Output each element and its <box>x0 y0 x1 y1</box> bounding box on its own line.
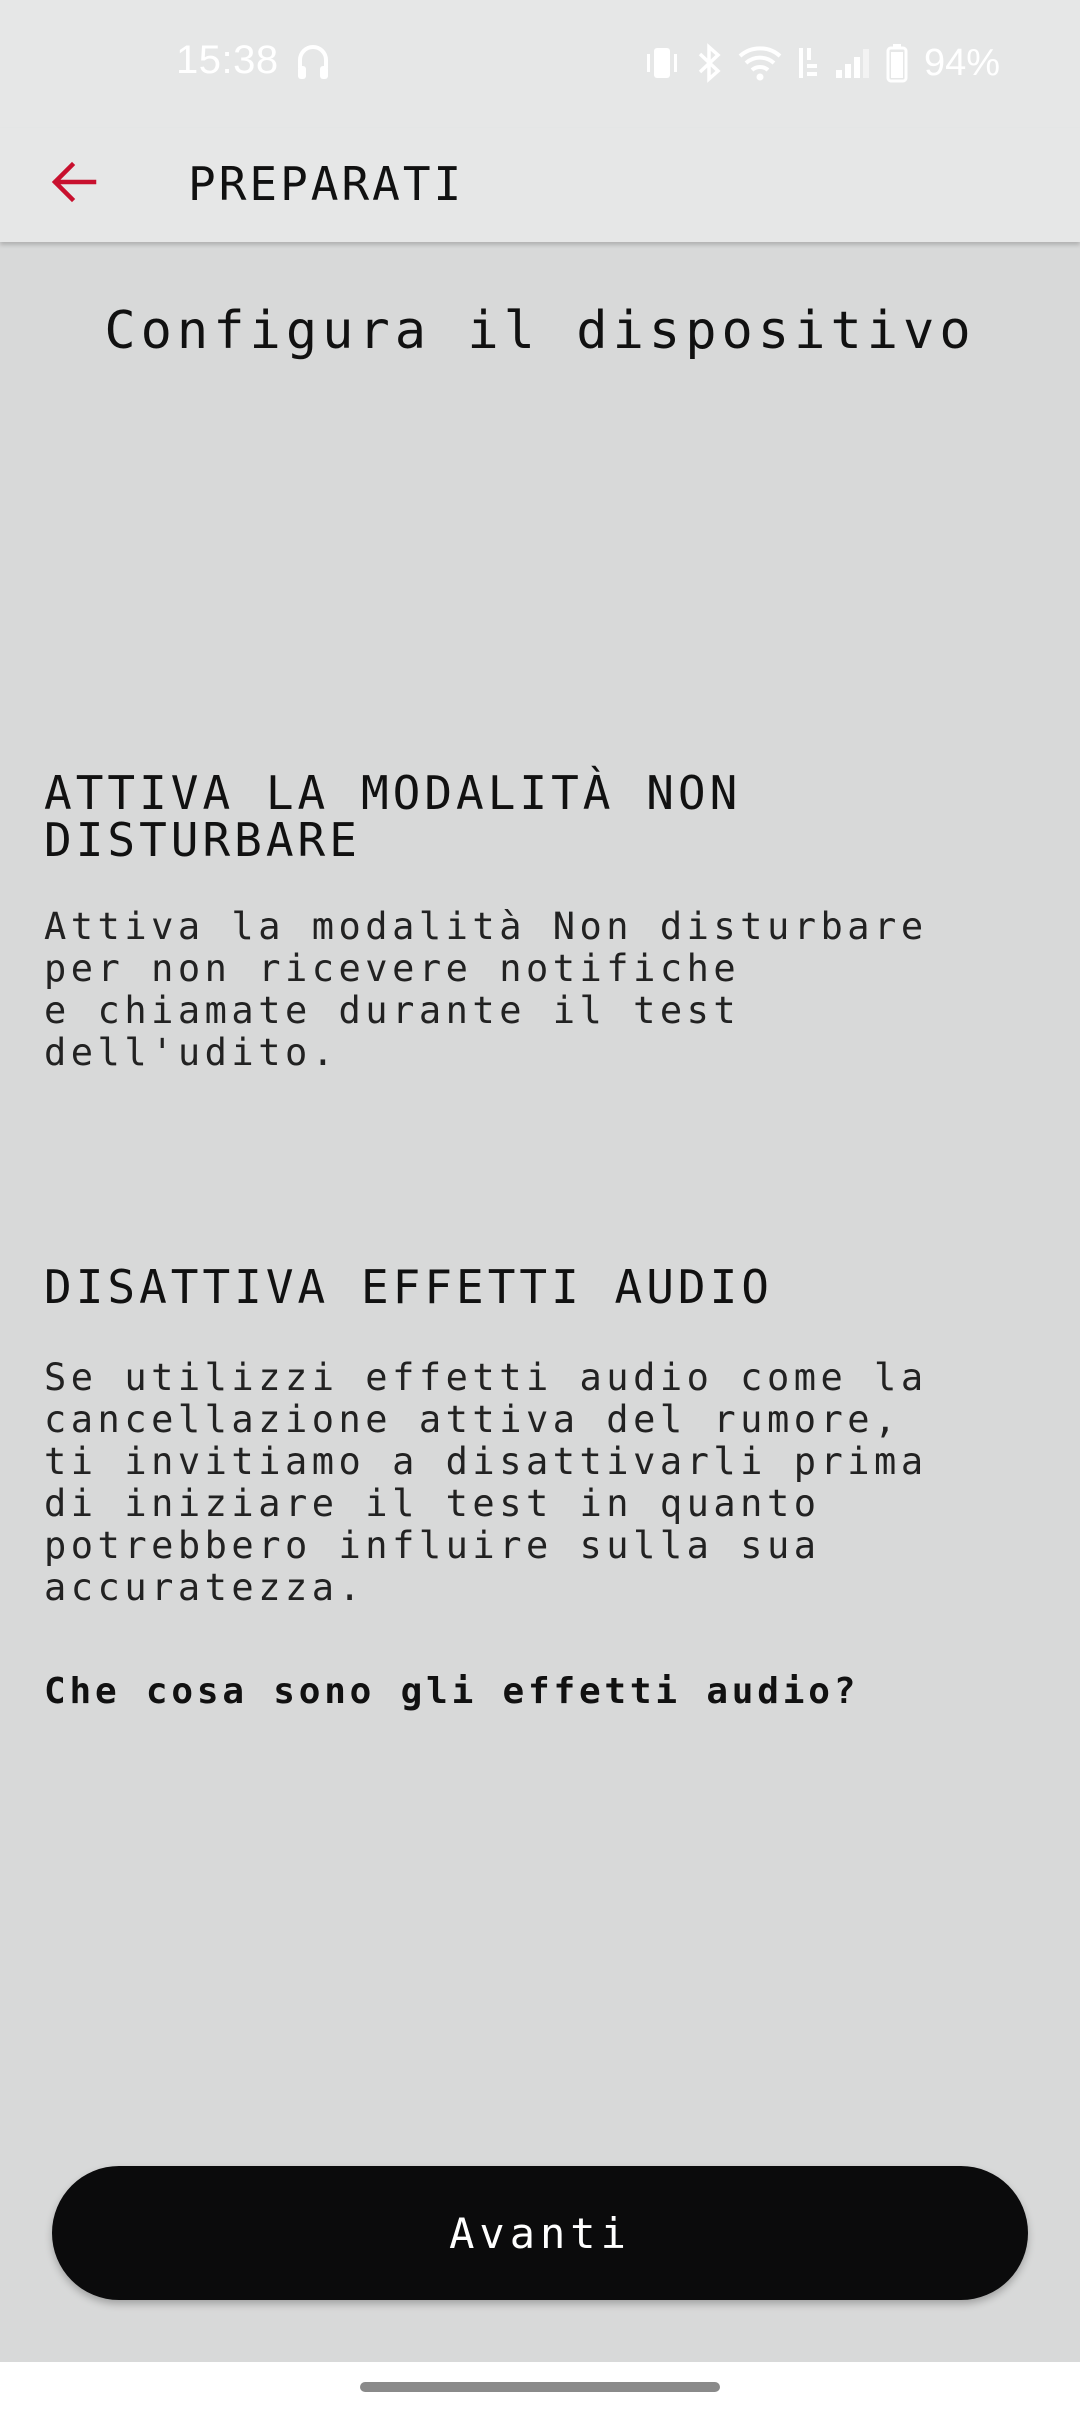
page-title: Configura il dispositivo <box>104 301 976 361</box>
next-button[interactable] <box>52 2166 1028 2300</box>
volte-icon <box>796 44 820 82</box>
audio-effects-link[interactable]: Che cosa sono gli effetti audio? <box>44 1671 860 1712</box>
back-button[interactable] <box>36 146 112 222</box>
wifi-icon <box>738 44 782 82</box>
section-audio-effects <box>44 1260 1044 1609</box>
home-gesture-handle[interactable] <box>360 2382 720 2392</box>
status-bar <box>0 0 1080 128</box>
section-do-not-disturb <box>44 766 1044 1074</box>
arrow-left-icon <box>50 160 98 208</box>
section-body: Se utilizzi effetti audio come la cancellazione attiva del rumore, ti invitiamo a disattivarli prima di iniziare il test in quanto potrebbero influire sulla sua accuratezza. <box>44 1356 928 1609</box>
battery-icon <box>886 43 908 83</box>
app-title: PREPARATI <box>188 157 465 211</box>
navigation-bar <box>0 2362 1080 2412</box>
headphones-icon <box>296 42 330 87</box>
section-heading: ATTIVA LA MODALITÀ NON DISTURBARE <box>44 766 742 867</box>
status-time: 15:38 <box>176 38 279 82</box>
section-heading: DISATTIVA EFFETTI AUDIO <box>44 1260 773 1314</box>
section-body: Attiva la modalità Non disturbare per non ricevere notifiche e chiamate durante il test dell'udito. <box>44 905 928 1074</box>
app-bar <box>0 128 1080 242</box>
status-icons <box>644 38 1000 88</box>
vibrate-icon <box>644 44 680 82</box>
next-button-label: Avanti <box>449 2208 631 2258</box>
battery-percentage: 94% <box>923 41 1000 84</box>
bluetooth-icon <box>694 43 724 83</box>
signal-icon <box>834 44 872 82</box>
